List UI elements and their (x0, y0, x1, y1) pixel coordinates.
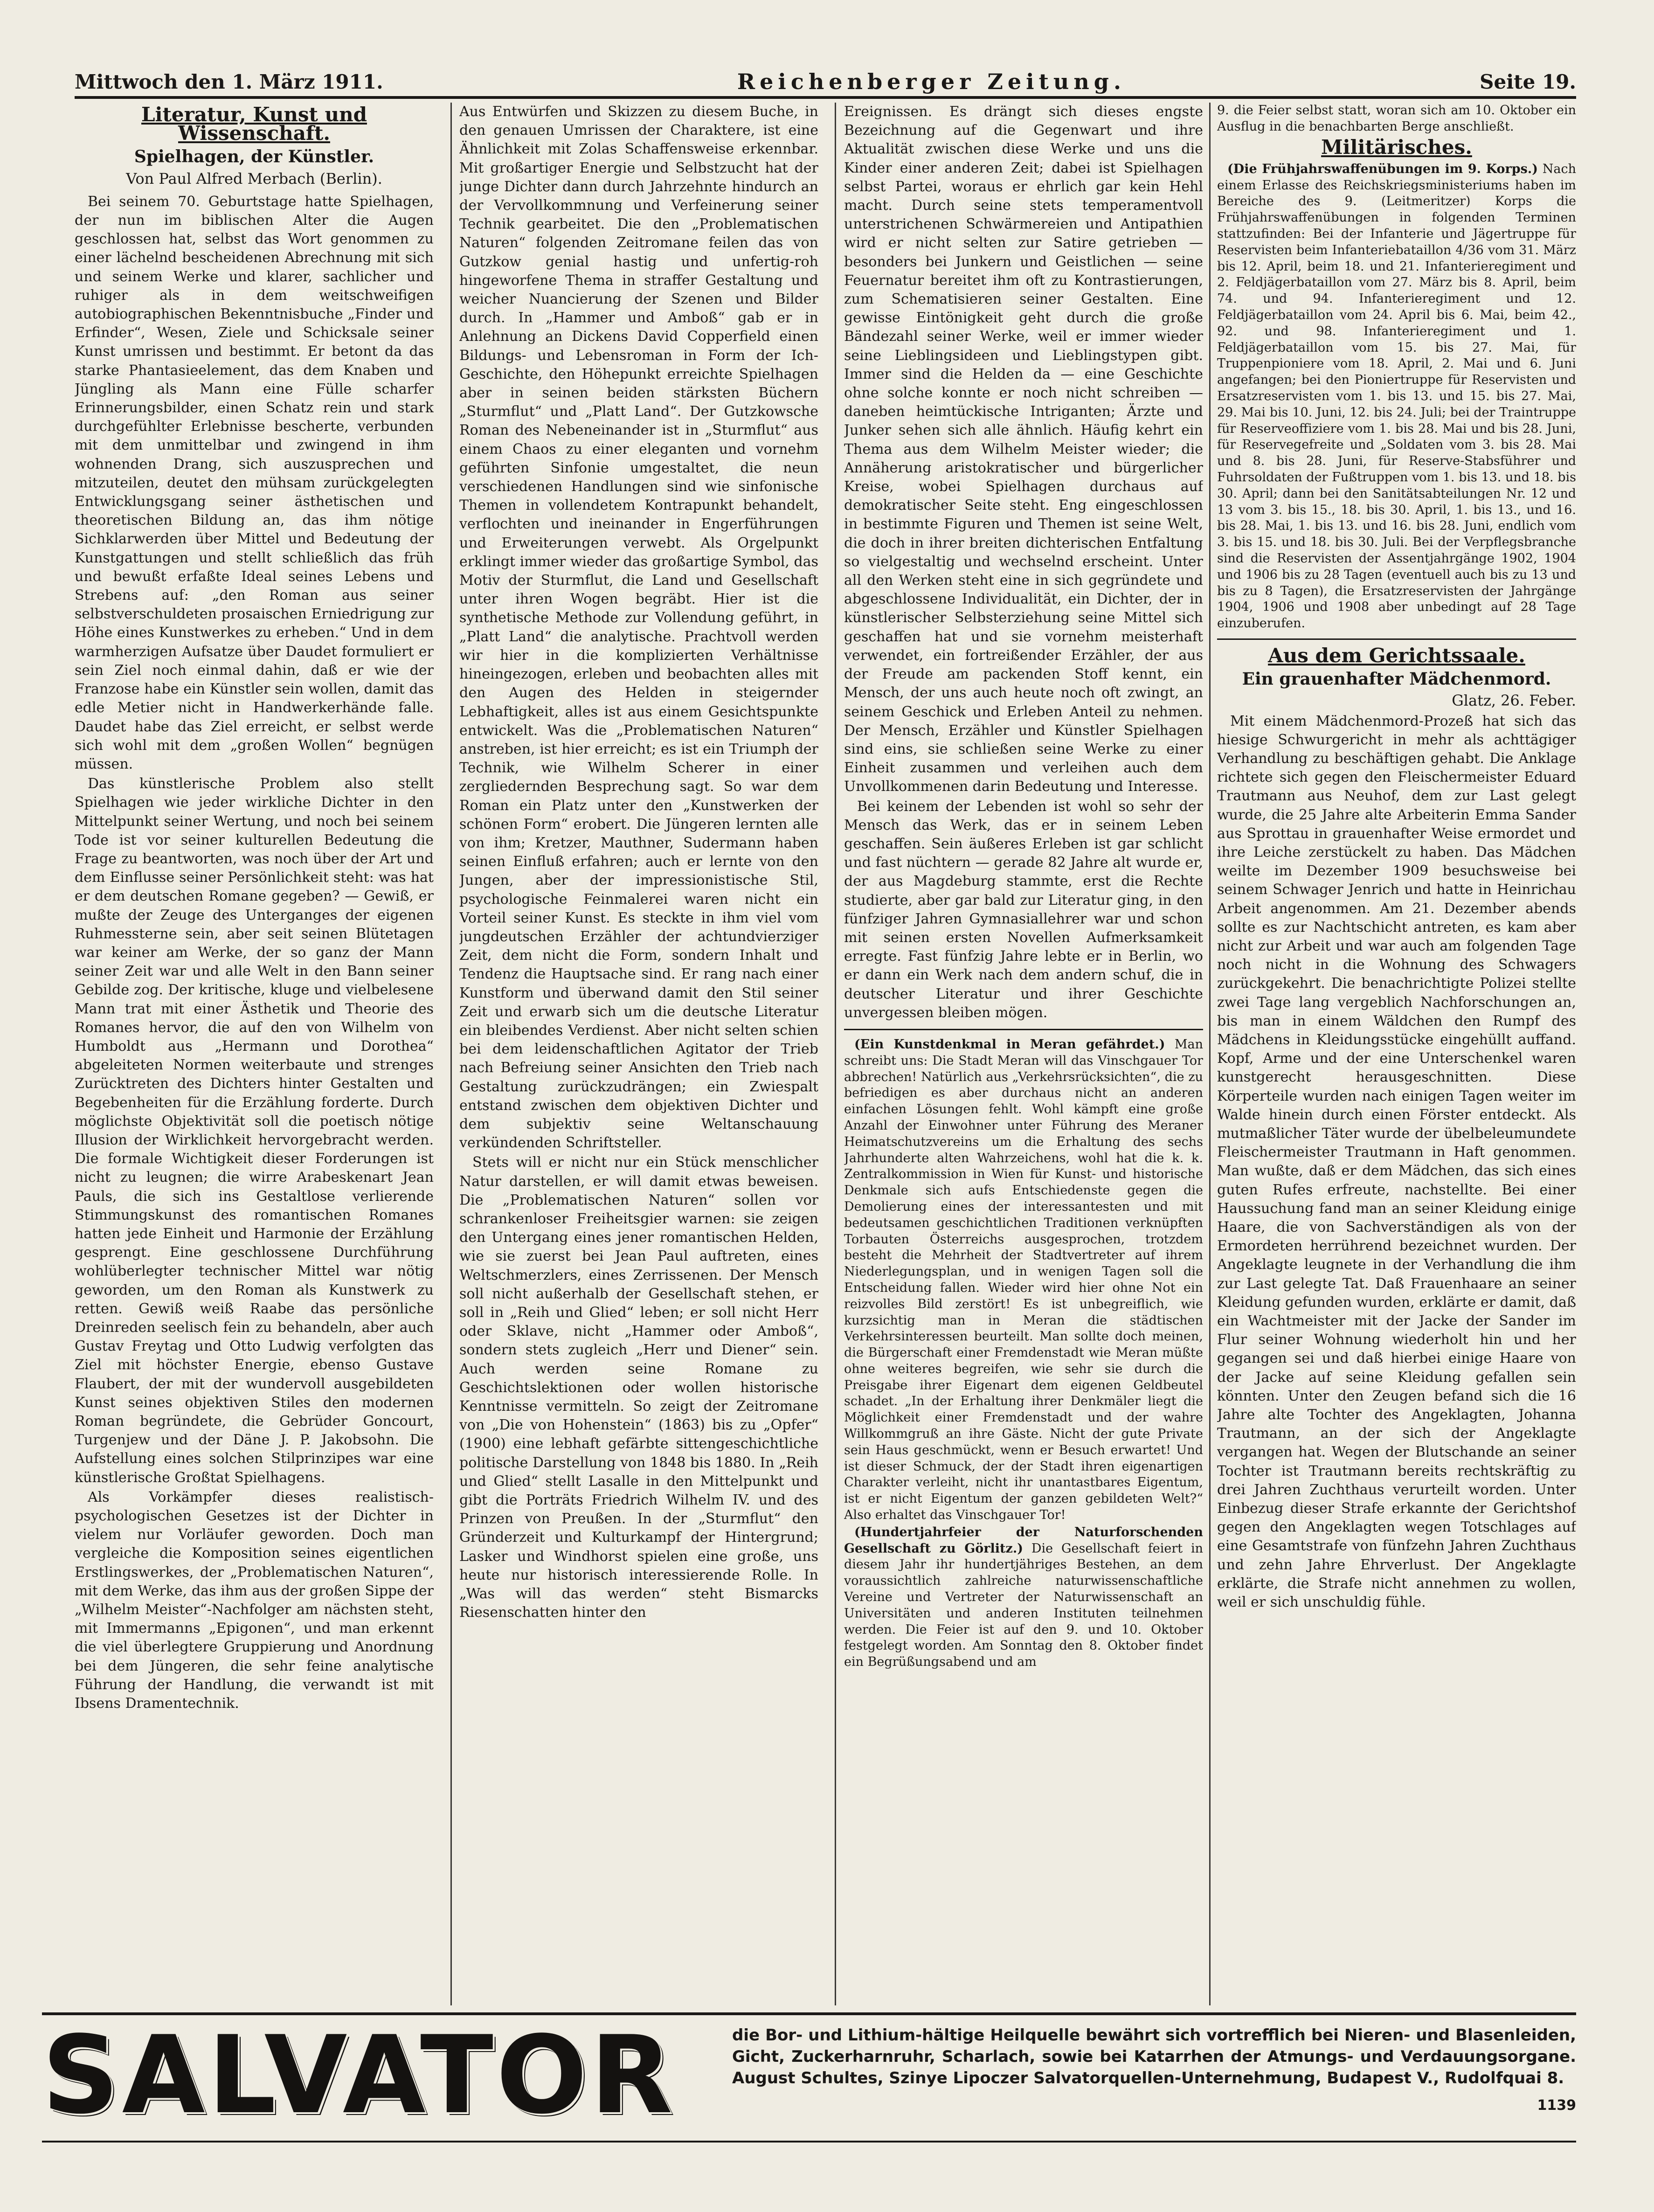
article-columns (75, 103, 1576, 2005)
section-divider (844, 1029, 1203, 1030)
paragraph: Ereignissen. Es drängt sich dieses engste Bezeichnung auf die Gegenwart und ihre Aktualität zwischen diese Werke und uns die Kinder einer anderen Zeit; dabei ist Spielhagen selbst Partei, woraus er ehrlich gar kein Hehl macht. Durch seine stets temperamentvoll unterstrichenen Schwärmereien und Antipathien wird er nicht selten zur Satire getrieben — besonders bei Junkern und Geistlichen — seine Feuernatur bereitet ihm oft zu Kontrastierungen, zum Schematisieren seiner Gestalten. Eine gewisse Eintönigkeit geht durch die große Bändezahl seiner Werke, weil er immer wieder seine Lieblingsideen und Lieblingstypen gibt. Immer sind die Helden da — eine Geschichte ohne solche konnte er noch nicht schreiben — daneben heimtückische Intriganten; Ärzte und Junker sehen sich alle ähnlich. Häufig kehrt ein Thema aus dem Wilhelm Meister wieder; die Annäherung aristokratischer und bürgerlicher Kreise, wobei Spielhagen durchaus auf demokratischer Seite steht. Eng eingeschlossen in bestimmte Figuren und Themen ist seine Welt, die doch in ihrer breiten dichterischen Entfaltung so vielgestaltig und wechselnd erscheint. Unter all den Werken steht eine in sich gegründete und abgeschlossene Individualität, ein Dichter, der in künstlerischer Selbsterziehung seine Mittel sich geschaffen hat und sie vornehm meisterhaft verwendet, ein fortreißender Erzähler, der aus der Freude am packenden Stoff kennt, ein Mensch, der uns auch heute noch oft zwingt, an seinem Geschick und Erleben Anteil zu nehmen. Der Mensch, Erzähler und Künstler Spielhagen sind eins, sie schließen seine Werke zu einer Einheit zusammen und verleihen auch dem Unvollkommenen darin Bedeutung und Interesse. (844, 104, 1203, 795)
dateline: Glatz, 26. Feber. (1452, 692, 1576, 710)
news-note (844, 1525, 1203, 1671)
ad-code: 1139 (1537, 2097, 1576, 2114)
paragraph: Aus Entwürfen und Skizzen zu diesem Buche, in den genauen Umrissen der Charaktere, ist eine Ähnlichkeit mit Zolas Schaffensweise erkennbar. Mit großartiger Energie und Selbstzucht hat der junge Dichter dann durch Jahrzehnte hindurch an der Vervollkommnung und Verfeinerung seiner Technik gearbeitet. Die den „Problematischen Naturen“ folgenden Zeitromane feilen das von Gutzkow genial hastig und unfertig-roh hingeworfene Thema in straffer Gestaltung und weicher Nuancierung der Szenen und Bilder durch. In „Hammer und Amboß“ gab er in Anlehnung an Dickens David Copperfield einen Bildungs- und Lebensroman in Form der Ich-Geschichte, den Höhepunkt erreichte Spielhagen aber in seinen beiden stärksten Büchern „Sturmflut“ und „Platt Land“. Der Gutzkowsche Roman des Nebeneinander ist in „Sturmflut“ aus einem Chaos zu einer eleganten und vornehm geführten Sinfonie umgestaltet, die neun verschiedenen Handlungen sind wie sinfonische Themen in vollendetem Kontrapunkt behandelt, verflochten und ineinander in Engerführungen und Erweiterungen verwebt. Als Orgelpunkt erklingt immer wieder das großartige Symbol, das Motiv der Sturmflut, die Land und Gesellschaft unter ihren Wogen begräbt. Hier ist die synthetische Methode zur Vollendung geführt, in „Platt Land“ die analytische. Prachtvoll werden wir hier in die komplizierten Verhältnisse hineingezogen, erleben und beobachten alles mit den Augen des Helden in steigernder Lebhaftigkeit, alles ist aus einem Gesichtspunkte entwickelt. Was die „Problematischen Naturen“ anstreben, ist hier erreicht; es ist ein Triumph der Technik, wie Wilhelm Scherer in einer zergliedernden Besprechung sagt. So war dem Roman ein Platz unter den „Kunstwerken der schönen Form“ erobert. Die Jüngeren lernten alle von ihm; Kretzer, Mauthner, Sudermann haben seinen Einfluß erfahren; auch er lernte von den Jungen, aber der impressionistische Stil, psychologische Feinmalerei waren nicht ein Vorteil seiner Kunst. Es steckte in ihm viel vom jungdeutschen Erzähler der achtundvierziger Zeit, dem nicht die Form, sondern Inhalt und Tendenz die Hauptsache sind. Er rang nach einer Kunstform und überwand damit den Stil seiner Zeit und erwarb sich um die deutsche Literatur ein bleibendes Verdienst. Aber nicht selten schien bei dem leidenschaftlichen Agitator der Trieb nach Befreiung seiner Ansichten den Trieb nach Gestaltung zurückzudrängen; ein Zwiespalt entstand zwischen dem objektiven Dichter und dem subjektiv seine Weltanschauung verkündenden Schriftsteller. (459, 104, 818, 1151)
article-byline: Von Paul Alfred Merbach (Berlin). (126, 169, 382, 187)
header-rule (75, 96, 1576, 99)
column-1 (75, 103, 434, 2005)
advertisement (42, 2012, 1576, 2136)
section-heading: Literatur, Kunst und Wissenschaft. (141, 103, 367, 145)
note-text: Man schreibt uns: Die Stadt Meran will das Vinschgauer Tor abbrechen! Natürlich aus „Verkehrsrücksichten“, die zu befriedigen es aber durchaus nicht an anderen einfachen Lösungen fehlt. Wohl kämpft eine große Anzahl der Einwohner unter Führung des Meraner Heimatschutzvereins um die Erhaltung des sechs Jahrhunderte alten Wahrzeichens, wohl hat die k. k. Zentralkommission in Wien für Kunst- und historische Denkmale sich aufs Entschiedenste gegen die Demolierung eines der interessantesten und mit bedeutsamen geschichtlichen Traditionen verknüpften Torbauten Österreichs ausgesprochen, trotzdem besteht die Mehrheit der Stadtvertreter auf ihrem Niederlegungsplan, und in wenigen Tagen soll die Entscheidung fallen. Wieder wird hier ohne Not ein reizvolles Bild zerstört! Es ist unbegreiflich, wie kurzsichtig man in Meran die städtischen Verkehrsinteressen beurteilt. Man sollte doch meinen, die Bürgerschaft einer Fremdenstadt wie Meran müßte ohne weiteres begreifen, wie sehr sie durch die Preisgabe ihrer Eigenart dem eigenen Geldbeutel schadet. „In der Erhaltung ihrer Denkmäler liegt die Möglichkeit einer Fremdenstadt und der wahre Willkommgruß an ihre Gäste. Nicht der gute Private sein Haus geschmückt, wenn er Besuch erwartet! Und ist dieser Schmuck, der der Stadt ihren eigenartigen Charakter verleiht, nicht ihr unantastbares Eigentum, ist er nicht Eigentum der ganzen gebildeten Welt?“ Also erhaltet das Vinschgauer Tor! (844, 1037, 1203, 1523)
column-2 (459, 103, 818, 2005)
paragraph: 9. die Feier selbst statt, woran sich am 10. Oktober ein Ausflug in die benachbarten Berge anschließt. (1217, 103, 1576, 134)
paragraph: Das künstlerische Problem also stellt Spielhagen wie jeder wirkliche Dichter in den Mittelpunkt seiner Wertung, und noch bei seinem Tode ist vor seiner kulturellen Bedeutung die Frage zu beantworten, was noch über der Art und dem Einflusse seiner Persönlichkeit steht: was hat er dem deutschen Romane gegeben? — Gewiß, er mußte der Zeuge des Unterganges der eigenen Ruhmessterne sein, aber seit seinen Blütetagen war keiner am Werke, der so ganz der Mann seiner Zeit war und alle Welt in den Bann seiner Gebilde zog. Der kritische, kluge und vielbelesene Mann trat mit einer Ästhetik und Theorie des Romanes hervor, die auf den von Wilhelm von Humboldt aus „Hermann und Dorothea“ abgeleiteten Normen weiterbaute und strenges Zurücktreten des Dichters hinter Gestalten und Begebenheiten für die Erzählung forderte. Durch möglichste Objektivität soll die poetisch nötige Illusion der Wirklichkeit hervorgebracht werden. Die formale Wichtigkeit dieser Forderungen ist nicht zu leugnen; die wirre Arabeskenart Jean Pauls, die sich ins Gestaltlose verlierende Stimmungskunst des romantischen Romanes hatten jede Einheit und Harmonie der Erzählung gesprengt. Eine geschlossene Durchführung wohlüberlegter technischer Mittel war nötig geworden, um den Roman als Kunstwerk zu retten. Gewiß weiß Raabe das persönliche Dreinreden seelisch fein zu behandeln, aber auch Gustav Freytag und Otto Ludwig verfolgten das Ziel mit höchster Energie, ebenso Gustave Flaubert, der mit der wundervoll ausgebildeten Kunst seines objektiven Stiles den modernen Roman begründete, die Gebrüder Goncourt, Turgenjew und der Däne J. P. Jakobsohn. Die Aufstellung eines solchen Stilprinzipes war eine künstlerische Großtat Spielhagens. (75, 776, 434, 1486)
section-heading: Aus dem Gerichtssaale. (1268, 644, 1525, 667)
page-header (75, 65, 1576, 98)
column-4 (1217, 103, 1576, 2005)
note-heading: (Ein Kunstdenkmal in Meran gefährdet.) (854, 1037, 1165, 1052)
note-heading: (Hundertjahrfeier der Naturforschenden Gesellschaft zu Görlitz.) (844, 1525, 1203, 1556)
paragraph: Mit einem Mädchenmord-Prozeß hat sich das hiesige Schwurgericht in mehr als achttägiger Verhandlung zu beschäftigen gehabt. Die Anklage richtete sich gegen den Fleischermeister Eduard Trautmann aus Neuhof, dem zur Last gelegt wurde, die 25 Jahre alte Arbeiterin Emma Sander aus Sprottau in grauenhafter Weise ermordet und ihre Leiche zerstückelt zu haben. Das Mädchen weilte im Dezember 1909 besuchsweise bei seinem Schwager Jenrich und hatte in Heinrichau Arbeit angenommen. Am 21. Dezember abends sollte es zur Nachtschicht antreten, es kam aber nicht zur Arbeit und war auch am folgenden Tage noch nicht in die Wohnung des Schwagers zurückgekehrt. Die benachrichtigte Polizei stellte zwei Tage lang vergeblich Nachforschungen an, bis man in einem Wäldchen den Rumpf des Mädchens in Kleidungsstücke eingehüllt auffand. Kopf, Arme und der eine Unterschenkel waren kunstgerecht herausgeschnitten. Diese Körperteile wurden nach einigen Tagen weiter im Walde hinein durch einen Förster entdeckt. Als mutmaßlicher Täter wurde der übelbeleumundete Fleischermeister Trautmann in Haft genommen. Man wußte, daß er dem Mädchen, das sich eines guten Rufes erfreute, nachstellte. Bei einer Haussuchung fand man an seiner Kleidung einige Haare, die von Sachverständigen als von der Ermordeten herrührend bezeichnet wurden. Der Angeklagte leugnete in der Verhandlung die ihm zur Last gelegte Tat. Daß Frauenhaare an seiner Kleidung gefunden wurden, erklärte er damit, daß ein Wachtmeister mit der Jacke der Sander im Flur seiner Wohnung wiederholt hin und her gegangen sei und daß hierbei einige Haare von der Jacke auf seine Kleidung gefallen sein könnten. Unter den Zeugen befand sich die 16 Jahre alte Tochter des Angeklagten, Johanna Trautmann, an der sich der Angeklagte vergangen hat. Wegen der Blutschande an seiner Tochter ist Trautmann bereits rechtskräftig zu drei Jahren Zuchthaus verurteilt worden. Unter Einbezug dieser Strafe erkannte der Gerichtshof gegen den Angeklagten wegen Totschlages auf eine Gesamtstrafe von fünfzehn Jahren Zuchthaus und zehn Jahre Ehrverlust. Der Angeklagte erklärte, die Strafe nicht annehmen zu wollen, weil er sich unschuldig fühle. (1217, 713, 1576, 1611)
section-heading: Militärisches. (1321, 135, 1472, 159)
paragraph: Bei keinem der Lebenden ist wohl so sehr der Mensch das Werk, das er in seinem Leben geschaffen. Sein äußeres Erleben ist gar schlicht und fast nüchtern — gerade 82 Jahre alt wurde er, der aus Magdeburg stammte, erst die Rechte studierte, aber gar bald zur Literatur ging, in den fünfziger Jahren Gymnasiallehrer war und schon mit seinen ersten Novellen Aufmerksamkeit erregte. Fast fünfzig Jahre lebte er in Berlin, wo er dann ein Werk nach dem andern schuf, die in deutscher Literatur und ihrer Geschichte unvergessen bleiben mögen. (844, 798, 1203, 1021)
paragraph: Als Vorkämpfer dieses realistisch-psychologischen Gesetzes ist der Dichter in vielem nur Vorläufer geworden. Doch man vergleiche die Komposition seines eigentlichen Erstlingswerkes, der „Problematischen Naturen“, mit dem Werke, das ihm aus der großen Sippe der „Wilhelm Meister“-Nachfolger am nächsten steht, mit Immermanns „Epigonen“, und man erkennt die viel überlegtere Gruppierung und Anordnung bei dem Jüngeren, die sehr feine analytische Führung der Handlung, die verwandt ist mit Ibsens Dramentechnik. (75, 1489, 434, 1712)
note-text: Die Gesellschaft feiert in diesem Jahr ihr hundertjähriges Bestehen, an dem voraussichtlich zahlreiche naturwissenschaftliche Vereine und Vertreter der Naturwissenschaft an Universitäten und anderen Instituten teilnehmen werden. Die Feier ist auf den 9. und 10. Oktober festgelegt worden. Am Sonntag den 8. Oktober findet ein Begrüßungsabend und am (844, 1541, 1203, 1670)
note-continuation (1217, 103, 1576, 135)
bottom-rule (42, 2141, 1576, 2143)
column-3 (844, 103, 1203, 2005)
ad-brand-logo: SALVATOR (42, 2013, 676, 2138)
note-text: Nach einem Erlasse des Reichskriegsministeriums haben im Bereiche des 9. (Leitmeritzer) Korps die Frühjahrswaffenübungen in folgenden Terminen stattzufinden: Bei der Infanterie und Jägertruppe für Reservisten beim Infanteriebataillon 4/36 vom 31. März bis 12. April, beim 18. und 21. Infanterieregiment und 2. Feldjägerbataillon vom 27. März bis 8. April, beim 74. und 94. Infanterieregiment und 12. Feldjägerbataillon vom 24. April bis 6. Mai, beim 42., 92. und 98. Infanterieregiment und 1. Feldjägerbataillon vom 15. bis 27. Mai, für Truppenpioniere vom 18. April, 2. Mai und 6. Juni angefangen; bei den Pioniertruppe für Reservisten und Ersatzreservisten vom 1. bis 13. und 15. bis 27. Mai, 29. Mai bis 10. Juni, 12. bis 24. Juli; bei der Traintruppe für Reserveoffiziere vom 1. bis 28. Mai und bis 28. Juni, für Reservegefreite und „Soldaten vom 3. bis 28. Mai und 8. bis 28. Juni, für Reserve-Stabsführer und Fuhrsoldaten der Fußtruppen vom 1. bis 13. und 18. bis 30. April; dann bei den Sanitätsabteilungen Nr. 12 und 13 vom 3. bis 15., 18. bis 30. April, 1. bis 13., und 16. bis 28. Mai, 1. bis 13. und 16. bis 28. Juni, endlich vom 3. bis 15. und 18. bis 30. Juli. Bei der Verpflegsbranche sind die Reservisten der Assentjahrgänge 1902, 1904 und 1906 bis zu 28 Tagen (eventuell auch bis zu 13 und bis zu 8 Tagen), die Ersatzreservisten der Jahrgänge 1904, 1906 und 1908 aber unbedingt auf 28 Tage einzuberufen. (1217, 161, 1576, 631)
paragraph: Bei seinem 70. Geburtstage hatte Spielhagen, der nun im biblischen Alter die Augen geschlossen hat, selbst das Wort genommen zu einer lächelnd bescheidenen Abrechnung mit sich und seinem Werke und klarer, sachlicher und ruhiger als in dem weitschweifigen autobiographischen Bekenntnisbuche „Finder und Erfinder“, Wesen, Ziele und Schicksale seiner Kunst umrissen und bestimmt. Er betont da das starke Phantasieelement, das dem Knaben und Jüngling als Mann eine Fülle scharfer Erinnerungsbilder, einen Schatz rein und stark durchgefühlter Erlebnisse bescherte, verbunden mit dem unmittelbar und zwingend in ihm wohnenden Drang, sich auszusprechen und mitzuteilen, deutet den mühsam zurückgelegten Entwicklungsgang seiner ästhetischen und theoretischen Bildung an, das ihm nötige Sichklarwerden über Mittel und Bedeutung der Kunstgattungen und stellt schließlich das früh und bewußt erfaßte Ideal seines Lebens und Strebens auf: „den Roman aus seiner selbstverschuldeten prosaischen Erniedrigung zur Höhe eines Kunstwerkes zu erheben.“ Und in dem warmherzigen Aufsatze über Daudet formuliert er sein Ziel noch einmal dahin, daß er wie der Franzose habe ein Künstler sein wollen, damit das edle Metier nicht in Handwerkerhände falle. Daudet habe das Ziel erreicht, er selbst werde sich wohl mit dem „großen Wollen“ begnügen müssen. (75, 193, 434, 772)
ad-text: die Bor- und Lithium-hältige Heilquelle bewährt sich vortrefflich bei Nieren- und Blasenleiden, Gicht, Zuckerharnruhr, Scharlach, sowie bei Katarrhen der Atmungs- und Verdauungsorgane. August Schultes, Szinye Lipoczer Salvatorquellen-Unternehmung, Budapest V., Rudolfquai 8. (732, 2026, 1576, 2087)
masthead-title: Reichenberger Zeitung. (737, 69, 1126, 94)
header-date: Mittwoch den 1. März 1911. (75, 70, 383, 93)
news-note (844, 1037, 1203, 1524)
article-title: Ein grauenhafter Mädchenmord. (1242, 669, 1551, 689)
note-heading: (Die Frühjahrswaffenübungen im 9. Korps.) (1227, 161, 1538, 176)
article-title: Spielhagen, der Künstler. (134, 147, 374, 167)
section-divider (1217, 638, 1576, 640)
military-note (1217, 161, 1576, 632)
page-number: Seite 19. (1480, 70, 1576, 93)
paragraph: Stets will er nicht nur ein Stück menschlicher Natur darstellen, er will damit etwas beweisen. Die „Problematischen Naturen“ sollen vor schrankenloser Freiheitsgier warnen: sie zeigen den Untergang eines jener romantischen Helden, wie sie zuerst bei Jean Paul auftreten, eines Weltschmerzlers, eines Zerrissenen. Der Mensch soll nicht außerhalb der Gesellschaft stehen, er soll in „Reih und Glied“ leben; er soll nicht Herr oder Sklave, nicht „Hammer oder Amboß“, sondern stets zugleich „Herr und Diener“ sein. Auch werden seine Romane zu Geschichtslektionen oder wollen historische Kenntnisse vermitteln. So zeigt der Zeitromane von „Die von Hohenstein“ (1863) bis zu „Opfer“ (1900) eine lebhaft gefärbte sittengeschichtliche politische Darstellung von 1848 bis 1880. In „Reih und Glied“ stellt Lasalle in den Mittelpunkt und gibt die Porträts Friedrich Wilhelm IV. und des Prinzen von Preußen. In der „Sturmflut“ den Gründerzeit und Kulturkampf der Hintergrund; Lasker und Windhorst spielen eine große, uns heute nur historisch interessierende Rolle. In „Was will das werden“ steht Bismarcks Riesenschatten hinter den (459, 1154, 818, 1621)
